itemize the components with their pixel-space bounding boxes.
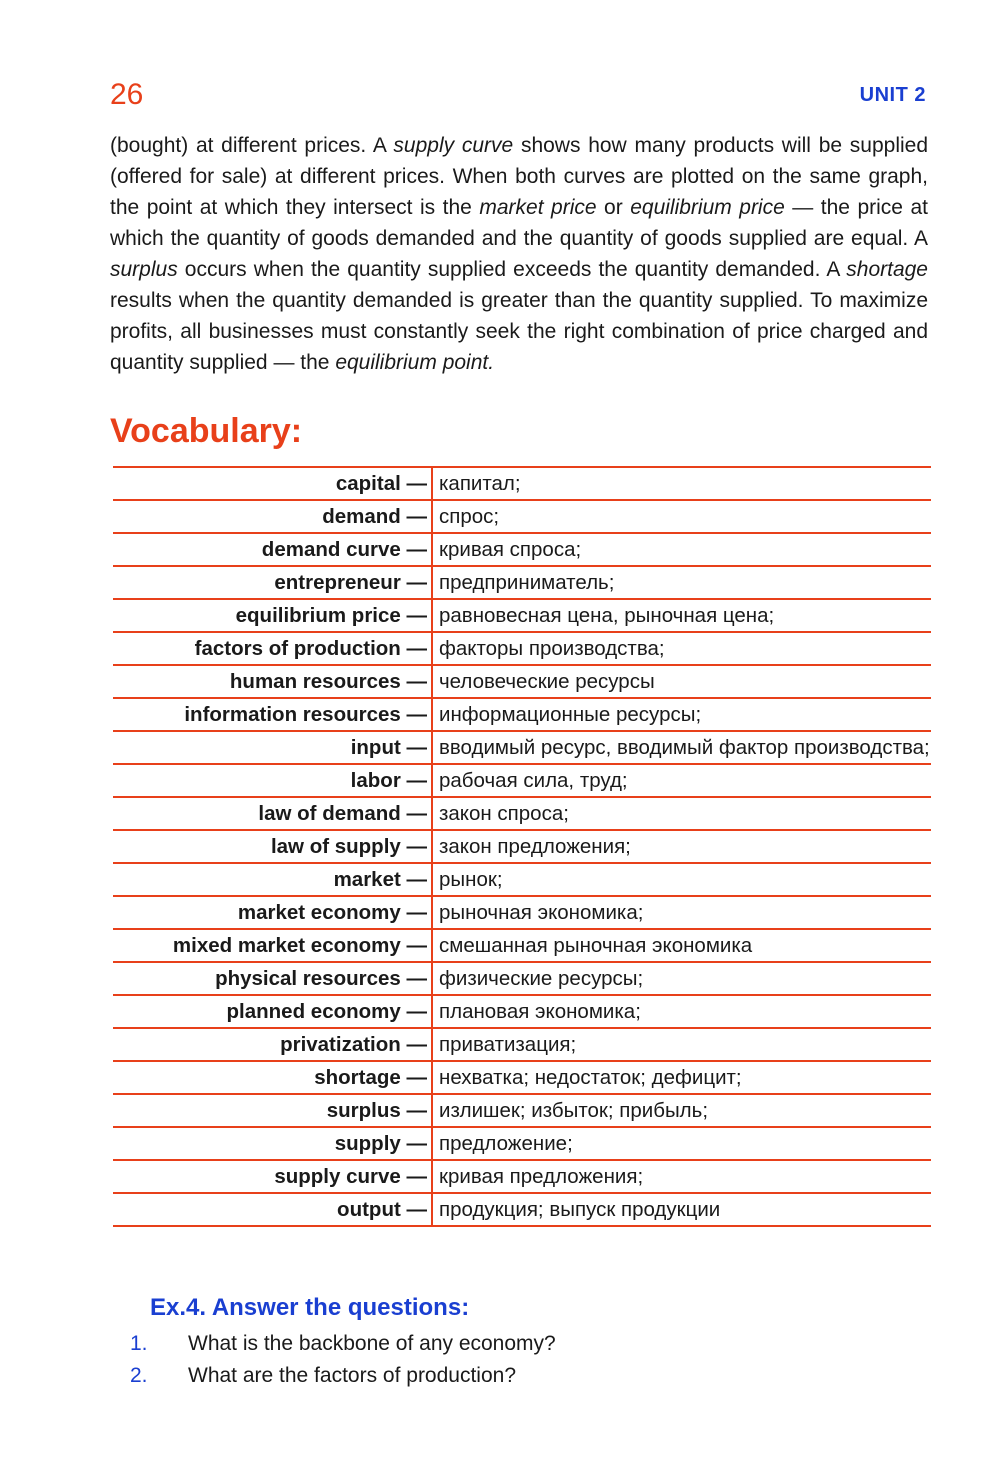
vocabulary-term: labor — — [350, 769, 427, 792]
vocabulary-row — [113, 534, 931, 567]
vocabulary-row — [113, 1095, 931, 1128]
vocabulary-row — [113, 831, 931, 864]
intro-term: equilibrium point. — [335, 351, 495, 374]
vocabulary-definition: физические ресурсы; — [439, 967, 644, 990]
vocabulary-row — [113, 1029, 931, 1062]
vocabulary-definition: предложение; — [439, 1132, 573, 1155]
vocabulary-definition: рабочая сила, труд; — [439, 769, 628, 792]
intro-text-segment: results when the quantity demanded is greater than the quantity supplied. To maximize profits, all businesses must constantly seek the right combination of price charged and quantity supplied — the — [110, 289, 928, 374]
vocabulary-row — [113, 963, 931, 996]
vocabulary-definition: смешанная рыночная экономика — [439, 934, 753, 957]
vocabulary-row — [113, 732, 931, 765]
vocabulary-definition: вводимый ресурс, вводимый фактор производства; — [439, 736, 930, 759]
vocabulary-term: capital — — [335, 472, 427, 495]
vocabulary-definition: продукция; выпуск продукции — [439, 1198, 721, 1221]
vocabulary-row — [113, 567, 931, 600]
vocabulary-term: law of supply — — [270, 835, 427, 858]
question-text: What is the backbone of any economy? — [188, 1332, 556, 1355]
vocabulary-term: planned economy — — [226, 1000, 427, 1023]
intro-text-segment: occurs when the quantity supplied exceeds the quantity demanded. A — [177, 258, 847, 281]
vocabulary-row — [113, 930, 931, 963]
intro-text-segment: (bought) at different prices. A — [110, 134, 394, 157]
vocabulary-term: human resources — — [229, 670, 427, 693]
vocabulary-definition: нехватка; недостаток; дефицит; — [439, 1066, 742, 1089]
intro-term: surplus — [110, 258, 178, 281]
vocabulary-term: shortage — — [314, 1066, 427, 1089]
vocabulary-term: supply — — [334, 1132, 427, 1155]
vocabulary-row — [113, 468, 931, 501]
vocabulary-row — [113, 1128, 931, 1161]
question-text: What are the factors of production? — [188, 1364, 517, 1387]
vocabulary-term: demand — — [322, 505, 427, 528]
exercise-heading: Ex.4. Answer the questions: — [150, 1294, 470, 1321]
vocabulary-definition: рынок; — [439, 868, 503, 891]
vocabulary-row — [113, 996, 931, 1029]
page-number: 26 — [110, 78, 144, 111]
vocabulary-heading: Vocabulary: — [110, 412, 303, 450]
intro-term: equilibrium price — [630, 196, 785, 219]
vocabulary-term: equilibrium price — — [235, 604, 427, 627]
vocabulary-table — [113, 466, 931, 1227]
vocabulary-row — [113, 864, 931, 897]
vocabulary-term: physical resources — — [215, 967, 427, 990]
vocabulary-row — [113, 1161, 931, 1194]
vocabulary-definition: человеческие ресурсы — [439, 670, 655, 693]
question-item — [130, 1360, 556, 1392]
vocabulary-term: market economy — — [237, 901, 427, 924]
vocabulary-term: information resources — — [184, 703, 427, 726]
question-item — [130, 1328, 556, 1360]
vocabulary-definition: излишек; избыток; прибыль; — [439, 1099, 709, 1122]
vocabulary-row — [113, 501, 931, 534]
vocabulary-definition: равновесная цена, рыночная цена; — [439, 604, 775, 627]
vocabulary-definition: кривая предложения; — [439, 1165, 644, 1188]
vocabulary-row — [113, 633, 931, 666]
vocabulary-definition: закон предложения; — [439, 835, 631, 858]
vocabulary-term: surplus — — [326, 1099, 427, 1122]
intro-paragraph — [110, 130, 928, 378]
vocabulary-definition: кривая спроса; — [439, 538, 582, 561]
vocabulary-term: mixed market economy — — [172, 934, 427, 957]
vocabulary-row — [113, 600, 931, 633]
vocabulary-row — [113, 666, 931, 699]
vocabulary-definition: плановая экономика; — [439, 1000, 641, 1023]
vocabulary-definition: спрос; — [439, 505, 500, 528]
intro-text-segment: shows how many products will be supplied (offered for sale) at different prices. When both curves are plotted on the same graph, the point at which they intersect is the — [110, 134, 929, 219]
vocabulary-row — [113, 699, 931, 732]
vocabulary-term: entrepreneur — — [274, 571, 427, 594]
vocabulary-term: privatization — — [280, 1033, 427, 1056]
vocabulary-definition: приватизация; — [439, 1033, 577, 1056]
vocabulary-definition: капитал; — [439, 472, 521, 495]
vocabulary-definition: рыночная экономика; — [439, 901, 644, 924]
intro-text-segment: or — [596, 196, 631, 219]
intro-term: supply curve — [393, 134, 514, 157]
vocabulary-row — [113, 1194, 931, 1227]
intro-term: shortage — [846, 258, 928, 281]
unit-label: UNIT 2 — [859, 84, 926, 106]
vocabulary-definition: предприниматель; — [439, 571, 615, 594]
question-list — [130, 1328, 556, 1392]
vocabulary-row — [113, 897, 931, 930]
vocabulary-definition: закон спроса; — [439, 802, 569, 825]
vocabulary-term: supply curve — — [274, 1165, 427, 1188]
vocabulary-term: factors of production — — [194, 637, 427, 660]
question-number: 2. — [130, 1364, 148, 1387]
question-number: 1. — [130, 1332, 148, 1355]
vocabulary-term: law of demand — — [258, 802, 427, 825]
vocabulary-row — [113, 765, 931, 798]
vocabulary-term: output — — [337, 1198, 427, 1221]
vocabulary-row — [113, 1062, 931, 1095]
vocabulary-row — [113, 798, 931, 831]
vocabulary-term: demand curve — — [261, 538, 427, 561]
vocabulary-definition: факторы производства; — [439, 637, 665, 660]
vocabulary-term: input — — [350, 736, 427, 759]
intro-term: market price — [479, 196, 597, 219]
vocabulary-definition: информационные ресурсы; — [439, 703, 702, 726]
vocabulary-term: market — — [333, 868, 427, 891]
intro-text-segment: — the price at which the quantity of goods demanded and the quantity of goods supplied are equal. A — [110, 196, 928, 250]
